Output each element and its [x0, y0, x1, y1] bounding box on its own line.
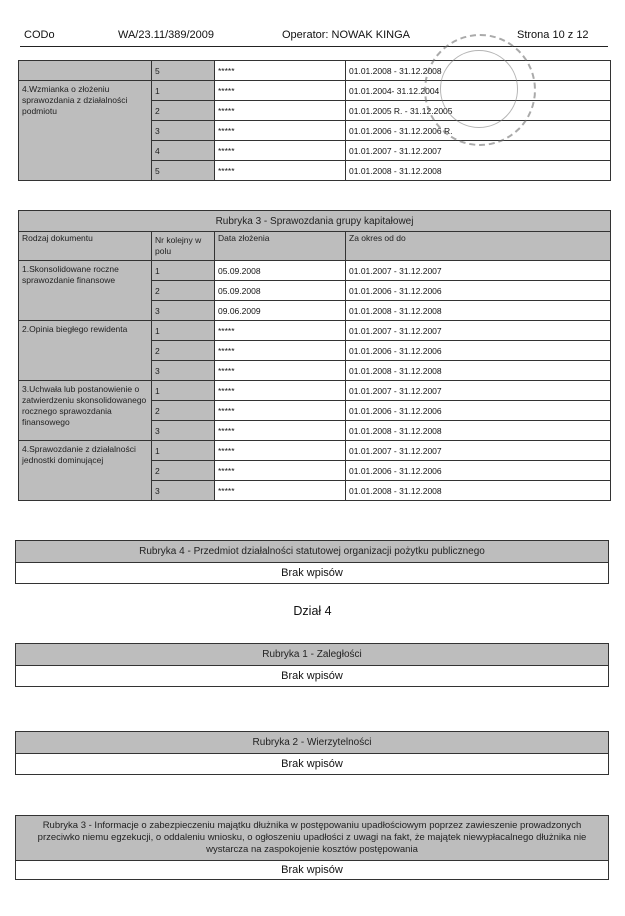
period-cell: 01.01.2008 - 31.12.2008 — [346, 421, 611, 441]
nr-cell: 3 — [152, 301, 215, 321]
date-cell: ***** — [215, 141, 346, 161]
d4-rubryka3-title: Rubryka 3 - Informacje o zabezpieczeniu majątku dłużnika w postępowaniu upadłościowym poprzez zawieszenie prowadzonych przeciwko niemu egzekucji, o oddaleniu wniosku, o ogłoszeniu upadłości z uwagi na fakt, że majątek niewypłacalnego dłużnika nie wystarcza na zaspokojenie kosztów postępowania — [16, 816, 608, 860]
page-number: Strona 10 z 12 — [517, 29, 589, 41]
nr-cell: 3 — [152, 361, 215, 381]
nr-cell: 5 — [152, 61, 215, 81]
period-cell: 01.01.2008 - 31.12.2008 — [346, 481, 611, 501]
d4-rubryka3-section — [15, 815, 609, 880]
nr-cell: 1 — [152, 81, 215, 101]
doc-type-cell: 1.Skonsolidowane roczne sprawozdanie finansowe — [19, 261, 152, 321]
nr-cell: 5 — [152, 161, 215, 181]
nr-cell: 1 — [152, 261, 215, 281]
date-cell: ***** — [215, 481, 346, 501]
date-cell: ***** — [215, 81, 346, 101]
date-cell: ***** — [215, 61, 346, 81]
nr-cell: 2 — [152, 341, 215, 361]
d4-rubryka1-title: Rubryka 1 - Zaległości — [16, 644, 608, 665]
d4-rubryka2-title: Rubryka 2 - Wierzytelności — [16, 732, 608, 753]
nr-cell: 2 — [152, 461, 215, 481]
date-cell: ***** — [215, 461, 346, 481]
period-cell: 01.01.2008 - 31.12.2008 — [346, 301, 611, 321]
nr-cell: 3 — [152, 481, 215, 501]
nr-cell: 1 — [152, 441, 215, 461]
nr-cell: 2 — [152, 401, 215, 421]
period-cell: 01.01.2007 - 31.12.2007 — [346, 261, 611, 281]
nr-cell: 3 — [152, 121, 215, 141]
reference-number: WA/23.11/389/2009 — [118, 29, 215, 41]
period-cell: 01.01.2007 - 31.12.2007 — [346, 141, 611, 161]
nr-cell: 2 — [152, 281, 215, 301]
date-cell: ***** — [215, 381, 346, 401]
date-cell: ***** — [215, 121, 346, 141]
period-cell: 01.01.2007 - 31.12.2007 — [346, 441, 611, 461]
period-cell: 01.01.2004- 31.12.2004 — [346, 81, 611, 101]
date-cell: ***** — [215, 101, 346, 121]
d4-rubryka1-empty: Brak wpisów — [16, 665, 608, 686]
rubryka3-table — [18, 210, 611, 501]
period-cell: 01.01.2008 - 31.12.2008 — [346, 161, 611, 181]
period-cell: 01.01.2008 - 31.12.2008 — [346, 361, 611, 381]
nr-cell: 1 — [152, 381, 215, 401]
date-cell: ***** — [215, 361, 346, 381]
rubryka3-title: Rubryka 3 - Sprawozdania grupy kapitałowej — [19, 211, 611, 232]
doc-code: CODo — [24, 29, 55, 41]
col-header-nr: Nr kolejny w polu — [152, 232, 215, 261]
rubryka4-title: Rubryka 4 - Przedmiot działalności statutowej organizacji pożytku publicznego — [16, 541, 608, 562]
date-cell: ***** — [215, 341, 346, 361]
nr-cell: 3 — [152, 421, 215, 441]
period-cell: 01.01.2006 - 31.12.2006 — [346, 281, 611, 301]
doc-type-cell: 4.Wzmianka o złożeniu sprawozdania z działalności podmiotu — [19, 81, 152, 181]
page-header — [20, 26, 608, 47]
nr-cell: 1 — [152, 321, 215, 341]
doc-type-cell: 2.Opinia biegłego rewidenta — [19, 321, 152, 381]
period-cell: 01.01.2005 R. - 31.12.2005 — [346, 101, 611, 121]
period-cell: 01.01.2006 - 31.12.2006 R. — [346, 121, 611, 141]
date-cell: ***** — [215, 441, 346, 461]
period-cell: 01.01.2007 - 31.12.2007 — [346, 381, 611, 401]
d4-rubryka1-section — [15, 643, 609, 687]
official-stamp — [424, 34, 536, 146]
period-cell: 01.01.2007 - 31.12.2007 — [346, 321, 611, 341]
table-row — [19, 441, 611, 461]
date-cell: ***** — [215, 161, 346, 181]
table-row — [19, 381, 611, 401]
rubryka4-empty: Brak wpisów — [16, 562, 608, 583]
date-cell: ***** — [215, 401, 346, 421]
date-cell: ***** — [215, 421, 346, 441]
table-row — [19, 261, 611, 281]
doc-type-cell: 3.Uchwała lub postanowienie o zatwierdzeniu skonsolidowanego rocznego sprawozdania finansowego — [19, 381, 152, 441]
col-header-period: Za okres od do — [346, 232, 611, 261]
nr-cell: 4 — [152, 141, 215, 161]
section-heading-dzial4: Dział 4 — [293, 604, 332, 618]
nr-cell: 2 — [152, 101, 215, 121]
date-cell: ***** — [215, 321, 346, 341]
date-cell: 05.09.2008 — [215, 281, 346, 301]
doc-type-cell: 4.Sprawozdanie z działalności jednostki dominującej — [19, 441, 152, 501]
col-header-date: Data złożenia — [215, 232, 346, 261]
date-cell: 05.09.2008 — [215, 261, 346, 281]
col-header-doc: Rodzaj dokumentu — [19, 232, 152, 261]
date-cell: 09.06.2009 — [215, 301, 346, 321]
operator-name: Operator: NOWAK KINGA — [282, 29, 410, 41]
d4-rubryka2-empty: Brak wpisów — [16, 753, 608, 774]
period-cell: 01.01.2008 - 31.12.2008 — [346, 61, 611, 81]
d4-rubryka2-section — [15, 731, 609, 775]
table-row — [19, 321, 611, 341]
period-cell: 01.01.2006 - 31.12.2006 — [346, 341, 611, 361]
doc-cell-empty — [19, 61, 152, 81]
d4-rubryka3-empty: Brak wpisów — [16, 860, 608, 879]
period-cell: 01.01.2006 - 31.12.2006 — [346, 401, 611, 421]
period-cell: 01.01.2006 - 31.12.2006 — [346, 461, 611, 481]
rubryka4-section — [15, 540, 609, 584]
